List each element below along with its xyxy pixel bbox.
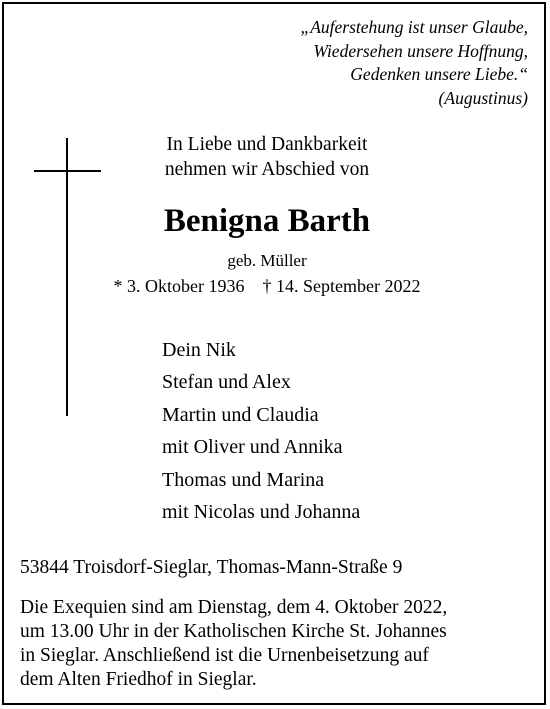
cross-icon: [66, 138, 68, 416]
mourners-list: [162, 334, 360, 528]
death-date: † 14. September 2022: [262, 276, 421, 296]
intro-line: nehmen wir Abschied von: [164, 159, 370, 180]
cross-icon-bar: [34, 170, 101, 172]
augustinus-quote: [301, 16, 529, 110]
mourner-line: Martin und Claudia: [162, 403, 319, 426]
quote-line: Gedenken unsere Liebe.“: [350, 64, 528, 84]
funeral-line: Die Exequien sind am Dienstag, dem 4. Oktober 2022,: [20, 597, 448, 618]
birth-name: geb. Müller: [227, 251, 307, 270]
quote-author: (Augustinus): [438, 87, 528, 108]
mourner-line: Stefan und Alex: [162, 371, 291, 394]
funeral-details: [20, 596, 447, 692]
funeral-line: dem Alten Friedhof in Sieglar.: [20, 669, 257, 690]
deceased-name: Benigna Barth: [163, 203, 371, 239]
mourner-line: Dein Nik: [162, 339, 236, 361]
intro-text: [108, 132, 426, 182]
birth-date: * 3. Oktober 1936: [113, 276, 245, 296]
family-address: 53844 Troisdorf-Sieglar, Thomas-Mann-Straße 9: [20, 557, 403, 578]
funeral-line: in Sieglar. Anschließend ist die Urnenbeisetzung auf: [20, 645, 429, 666]
mourner-line: mit Nicolas und Johanna: [162, 501, 361, 524]
quote-line: Wiedersehen unsere Hoffnung,: [313, 40, 528, 61]
life-dates: [90, 274, 444, 298]
mourner-line: mit Oliver und Annika: [162, 436, 343, 459]
intro-line: In Liebe und Dankbarkeit: [166, 134, 368, 155]
mourner-line: Thomas und Marina: [162, 468, 325, 491]
quote-line: „Auferstehung ist unser Glaube,: [300, 17, 528, 37]
funeral-line: um 13.00 Uhr in der Katholischen Kirche St. Johannes: [20, 621, 447, 642]
